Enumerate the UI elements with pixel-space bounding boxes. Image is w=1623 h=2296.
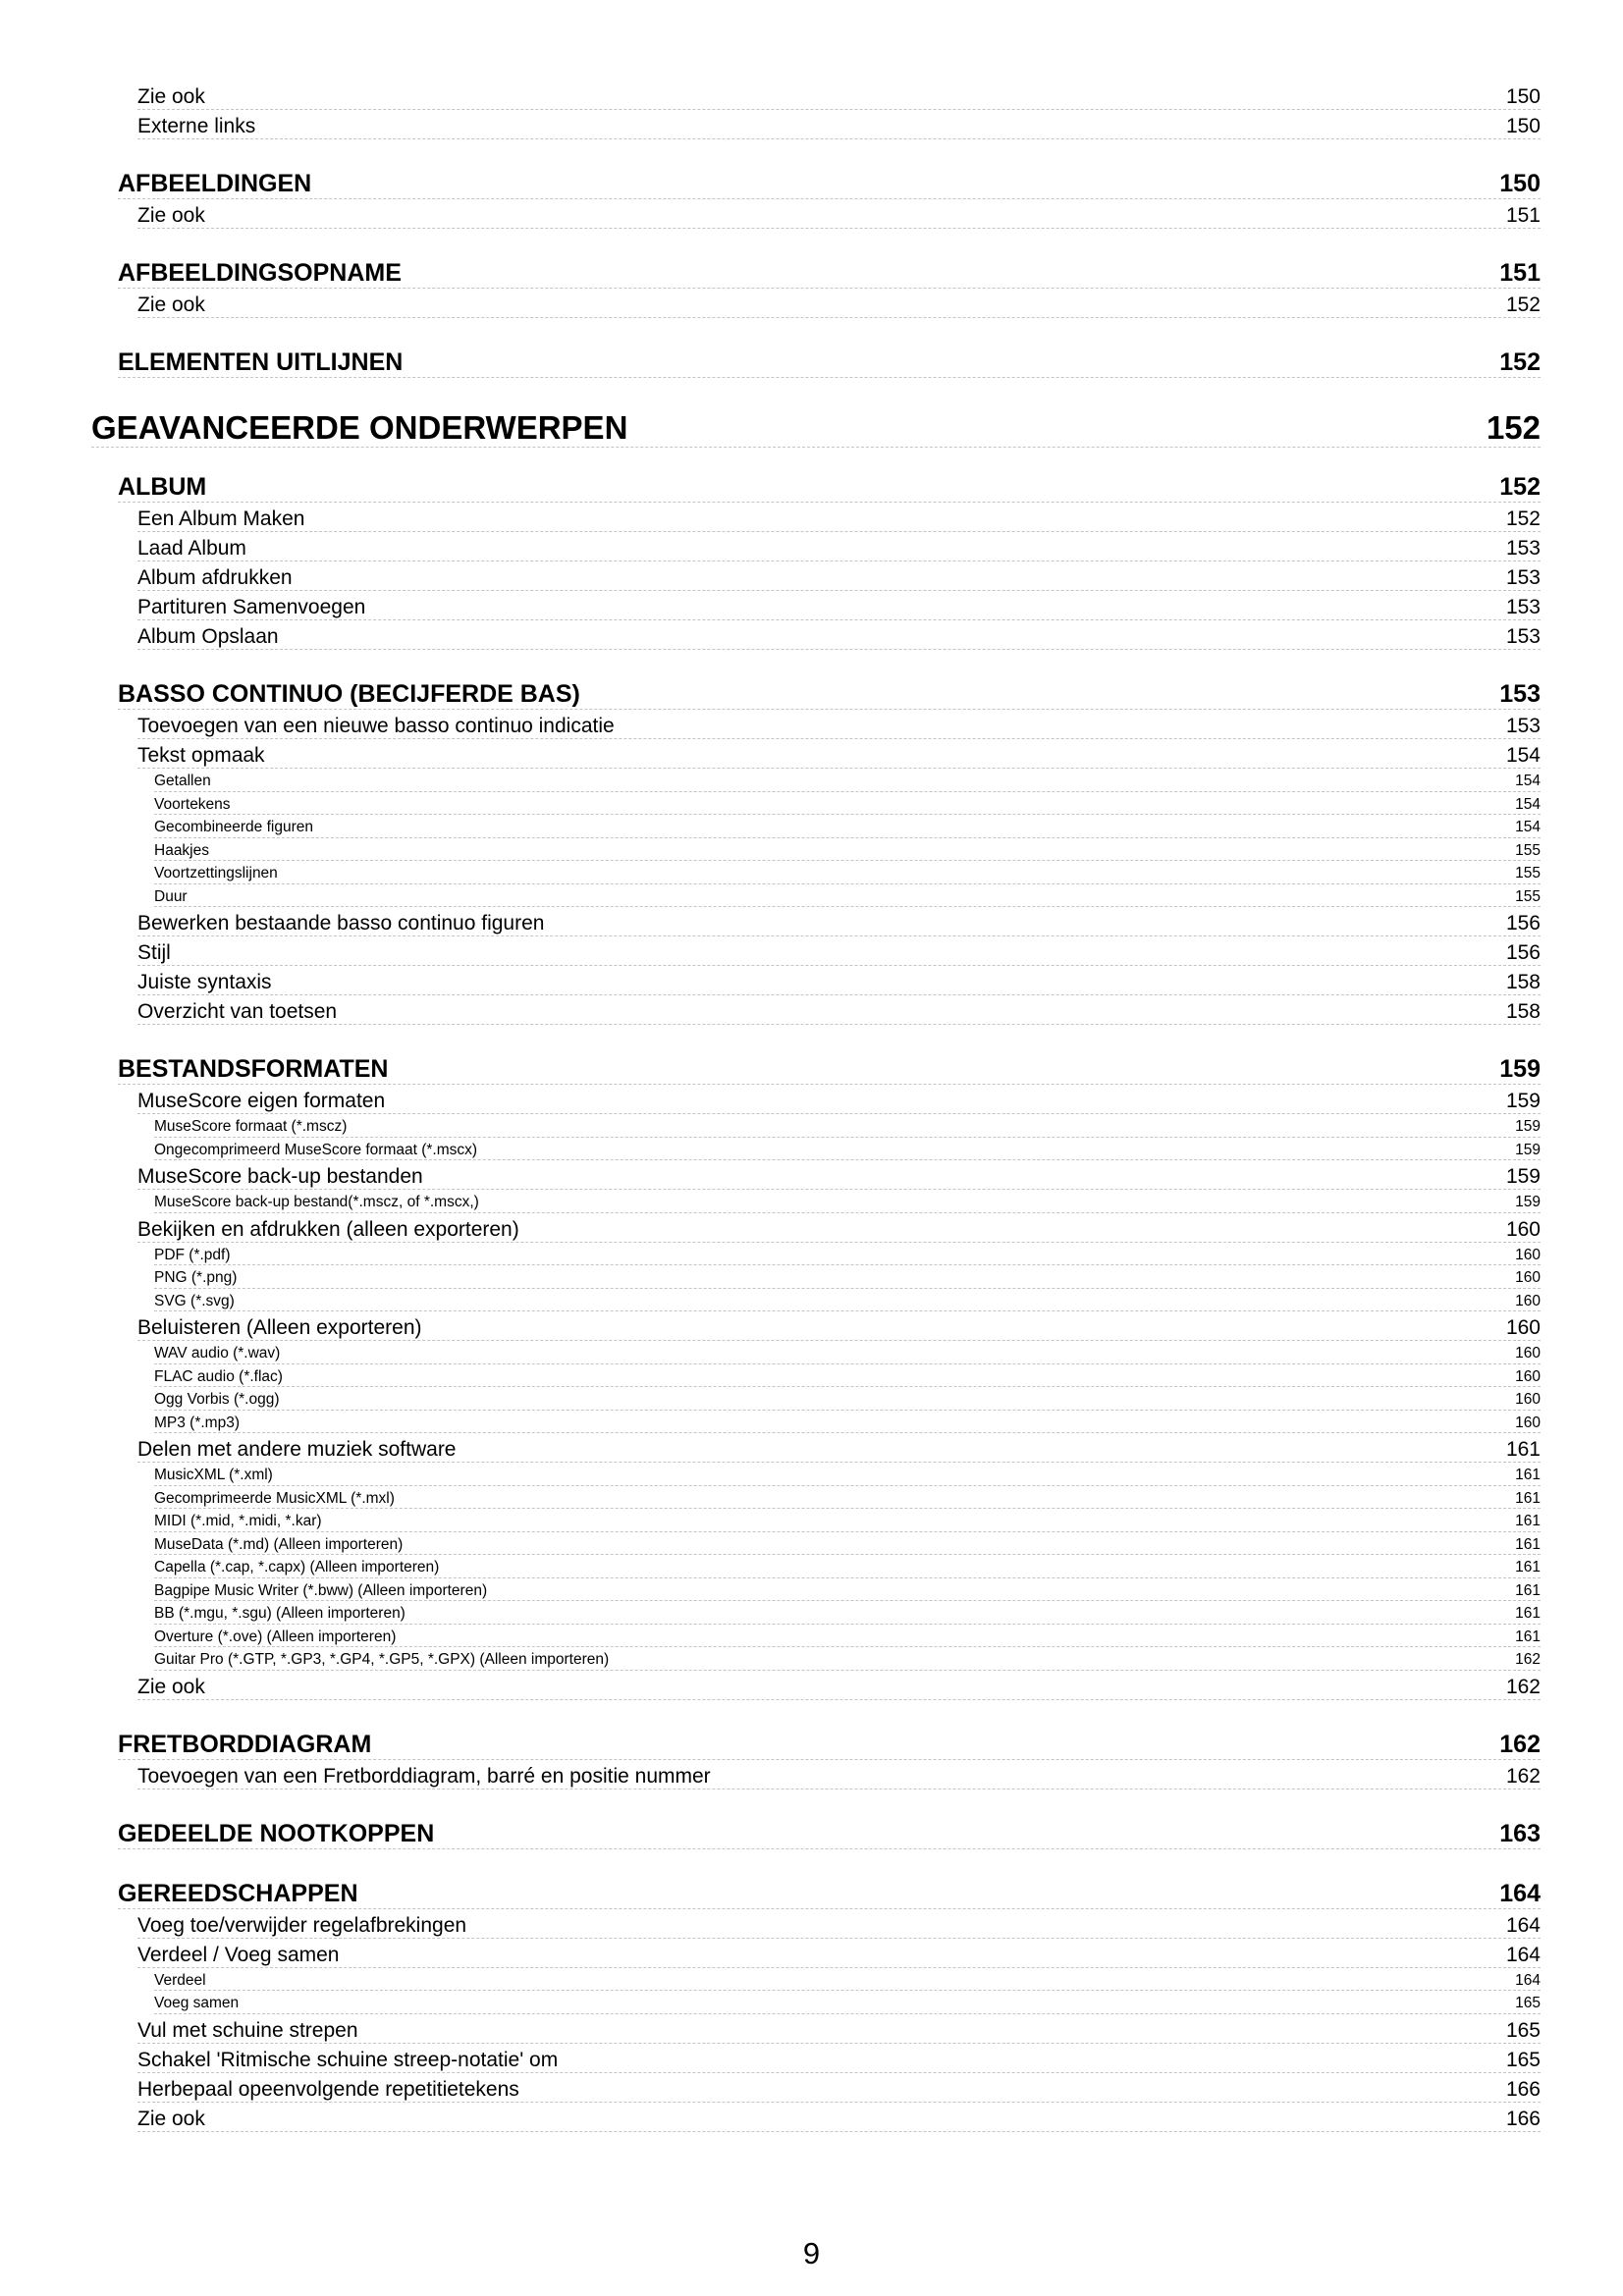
- toc-entry-page: 161: [1515, 1581, 1541, 1599]
- toc-entry-page: 159: [1499, 1055, 1541, 1083]
- toc-entry-title: MuseScore back-up bestand(*.mscz, of *.mscx,): [154, 1194, 479, 1210]
- toc-entry-title: Toevoegen van een nieuwe basso continuo indicatie: [137, 715, 615, 737]
- toc-heading[interactable]: [118, 1819, 1541, 1849]
- toc-entry-page: 159: [1515, 1194, 1541, 1210]
- toc-entry-page: 160: [1515, 1269, 1541, 1286]
- toc-entry[interactable]: [137, 1433, 1541, 1463]
- toc-entry-page: 155: [1515, 887, 1541, 905]
- toc-entry-page: 159: [1515, 1118, 1541, 1135]
- toc-entry-title: Voeg samen: [154, 1995, 240, 2011]
- toc-entry-title: Laad Album: [137, 537, 246, 560]
- toc-entry-page: 158: [1505, 1000, 1541, 1023]
- toc-entry[interactable]: [137, 561, 1541, 591]
- toc-entry[interactable]: [154, 1486, 1541, 1510]
- toc-heading[interactable]: [118, 1730, 1541, 1760]
- toc-entry-page: 153: [1505, 537, 1541, 560]
- toc-entry[interactable]: [137, 2103, 1541, 2132]
- toc-entry[interactable]: [137, 907, 1541, 936]
- toc-entry[interactable]: [137, 199, 1541, 229]
- toc-entry-page: 161: [1515, 1467, 1541, 1483]
- toc-entry-page: 160: [1505, 1316, 1541, 1339]
- toc-entry-title: MuseScore back-up bestanden: [137, 1165, 423, 1188]
- toc-entry[interactable]: [154, 1555, 1541, 1578]
- toc-entry[interactable]: [137, 1671, 1541, 1700]
- toc-entry-title: MuseData (*.md) (Alleen importeren): [154, 1535, 404, 1553]
- toc-entry-page: 154: [1515, 819, 1541, 835]
- toc-entry-page: 164: [1515, 1971, 1541, 1989]
- toc-entry[interactable]: [137, 80, 1541, 110]
- toc-entry-page: 153: [1505, 566, 1541, 589]
- toc-heading[interactable]: [118, 1054, 1541, 1085]
- toc-entry-title: PNG (*.png): [154, 1269, 238, 1286]
- toc-entry-title: ELEMENTEN UITLIJNEN: [118, 348, 404, 376]
- toc-entry-title: Delen met andere muziek software: [137, 1438, 457, 1461]
- toc-entry-title: FLAC audio (*.flac): [154, 1367, 283, 1385]
- toc-entry-page: 154: [1515, 773, 1541, 789]
- toc-entry-title: Gecombineerde figuren: [154, 819, 313, 835]
- toc-entry-title: Juiste syntaxis: [137, 971, 272, 993]
- toc-entry[interactable]: [137, 1085, 1541, 1114]
- toc-entry-page: 159: [1515, 1141, 1541, 1158]
- toc-entry-page: 161: [1515, 1559, 1541, 1575]
- toc-entry-page: 152: [1505, 507, 1541, 530]
- toc-entry[interactable]: [154, 1341, 1541, 1364]
- toc-entry-page: 161: [1515, 1535, 1541, 1553]
- toc-entry[interactable]: [154, 769, 1541, 792]
- toc-entry[interactable]: [154, 1387, 1541, 1411]
- toc-entry-page: 160: [1515, 1414, 1541, 1431]
- toc-entry-page: 161: [1515, 1628, 1541, 1645]
- toc-entry-page: 155: [1515, 865, 1541, 881]
- toc-entry[interactable]: [154, 1289, 1541, 1312]
- toc-entry-title: Toevoegen van een Fretborddiagram, barré en positie nummer: [137, 1764, 711, 1788]
- toc-entry-page: 160: [1515, 1391, 1541, 1408]
- toc-entry[interactable]: [154, 1364, 1541, 1388]
- toc-entry[interactable]: [137, 2044, 1541, 2073]
- toc-entry[interactable]: [137, 739, 1541, 769]
- toc-entry[interactable]: [154, 1463, 1541, 1486]
- toc-entry[interactable]: [137, 710, 1541, 739]
- toc-entry-title: PDF (*.pdf): [154, 1246, 231, 1263]
- toc-entry-title: Beluisteren (Alleen exporteren): [137, 1316, 422, 1339]
- toc-entry[interactable]: [154, 1114, 1541, 1138]
- toc-entry-title: Duur: [154, 887, 188, 905]
- toc-entry[interactable]: [154, 838, 1541, 862]
- toc-entry-page: 150: [1499, 170, 1541, 197]
- toc-entry-title: GEDEELDE NOOTKOPPEN: [118, 1819, 435, 1847]
- toc-heading[interactable]: [118, 679, 1541, 710]
- toc-entry-title: MusicXML (*.xml): [154, 1467, 273, 1483]
- toc-entry[interactable]: [137, 503, 1541, 532]
- toc-entry-title: Guitar Pro (*.GTP, *.GP3, *.GP4, *.GP5, *.GPX) (Alleen importeren): [154, 1651, 610, 1668]
- toc-entry-title: Capella (*.cap, *.capx) (Alleen importeren): [154, 1559, 440, 1575]
- toc-entry[interactable]: [137, 532, 1541, 561]
- toc-entry-page: 161: [1515, 1513, 1541, 1529]
- toc-entry-page: 159: [1505, 1090, 1541, 1112]
- toc-entry-page: 152: [1499, 473, 1541, 501]
- toc-entry-title: GEAVANCEERDE ONDERWERPEN: [91, 409, 628, 446]
- toc-entry[interactable]: [137, 966, 1541, 995]
- toc-entry-title: BB (*.mgu, *.sgu) (Alleen importeren): [154, 1605, 406, 1622]
- toc-entry-title: SVG (*.svg): [154, 1292, 235, 1309]
- toc-entry-page: 151: [1499, 259, 1541, 287]
- toc-entry[interactable]: [137, 1939, 1541, 1968]
- toc-entry-page: 163: [1499, 1819, 1541, 1847]
- toc-entry-page: 162: [1505, 1764, 1541, 1788]
- toc-entry[interactable]: [137, 2073, 1541, 2103]
- toc-entry[interactable]: [137, 936, 1541, 966]
- toc-entry-page: 154: [1505, 744, 1541, 767]
- toc-entry[interactable]: [154, 861, 1541, 884]
- toc-entry-page: 165: [1505, 2048, 1541, 2071]
- toc-entry-page: 165: [1505, 2018, 1541, 2042]
- toc-entry-title: Schakel 'Ritmische schuine streep-notatie' om: [137, 2048, 559, 2071]
- toc-entry-title: MuseScore formaat (*.mscz): [154, 1118, 348, 1135]
- toc-entry-title: Gecomprimeerde MusicXML (*.mxl): [154, 1489, 395, 1507]
- toc-entry-page: 150: [1505, 115, 1541, 137]
- toc-entry-page: 160: [1515, 1246, 1541, 1263]
- toc-entry-title: Stijl: [137, 941, 171, 964]
- toc-heading[interactable]: [118, 169, 1541, 199]
- toc-entry[interactable]: [137, 110, 1541, 139]
- toc-entry-page: 151: [1505, 204, 1541, 227]
- toc-entry[interactable]: [154, 1265, 1541, 1289]
- toc-entry-title: Overture (*.ove) (Alleen importeren): [154, 1628, 397, 1645]
- toc-entry[interactable]: [137, 289, 1541, 318]
- toc-entry-page: 164: [1499, 1879, 1541, 1907]
- toc-entry-page: 164: [1505, 1943, 1541, 1966]
- toc-entry-title: BASSO CONTINUO (BECIJFERDE BAS): [118, 680, 580, 708]
- toc-entry-title: MIDI (*.mid, *.midi, *.kar): [154, 1513, 322, 1529]
- toc-entry-page: 152: [1505, 294, 1541, 316]
- toc-entry[interactable]: [154, 1411, 1541, 1434]
- toc-entry-page: 160: [1505, 1217, 1541, 1241]
- toc-entry-page: 165: [1515, 1995, 1541, 2011]
- toc-entry-title: WAV audio (*.wav): [154, 1345, 281, 1362]
- toc-entry[interactable]: [137, 1213, 1541, 1243]
- table-of-contents: [0, 80, 1623, 2132]
- toc-entry[interactable]: [154, 1243, 1541, 1266]
- toc-entry[interactable]: [154, 1190, 1541, 1213]
- toc-entry-title: Zie ook: [137, 85, 205, 108]
- page-number: 9: [802, 2236, 821, 2270]
- toc-entry[interactable]: [137, 1311, 1541, 1341]
- toc-entry[interactable]: [154, 1991, 1541, 2014]
- toc-entry[interactable]: [154, 1578, 1541, 1602]
- toc-entry-page: 162: [1499, 1730, 1541, 1758]
- toc-entry-title: Verdeel: [154, 1971, 206, 1989]
- toc-entry-page: 161: [1515, 1489, 1541, 1507]
- toc-heading[interactable]: [118, 1879, 1541, 1909]
- toc-entry-page: 158: [1505, 971, 1541, 993]
- toc-entry-page: 154: [1515, 795, 1541, 813]
- toc-entry-title: Zie ook: [137, 1675, 205, 1698]
- toc-entry-title: Vul met schuine strepen: [137, 2018, 358, 2042]
- toc-entry-page: 164: [1505, 1913, 1541, 1937]
- toc-entry-title: Bagpipe Music Writer (*.bww) (Alleen importeren): [154, 1581, 488, 1599]
- toc-entry-page: 153: [1505, 625, 1541, 648]
- toc-entry-page: 160: [1515, 1367, 1541, 1385]
- toc-entry-title: Zie ook: [137, 204, 205, 227]
- toc-entry-title: Een Album Maken: [137, 507, 305, 530]
- toc-entry-title: Album Opslaan: [137, 625, 279, 648]
- toc-entry-page: 161: [1505, 1438, 1541, 1461]
- toc-entry-page: 153: [1505, 596, 1541, 618]
- toc-entry-title: Getallen: [154, 773, 211, 789]
- toc-entry-title: Tekst opmaak: [137, 744, 265, 767]
- toc-entry[interactable]: [137, 591, 1541, 620]
- toc-entry-title: Partituren Samenvoegen: [137, 596, 366, 618]
- toc-entry[interactable]: [137, 620, 1541, 650]
- toc-entry[interactable]: [154, 1625, 1541, 1648]
- toc-entry-title: MP3 (*.mp3): [154, 1414, 240, 1431]
- toc-heading[interactable]: [91, 407, 1541, 448]
- toc-entry-page: 162: [1505, 1675, 1541, 1698]
- toc-entry-page: 156: [1505, 912, 1541, 934]
- toc-entry[interactable]: [137, 1909, 1541, 1939]
- toc-entry-title: Externe links: [137, 115, 256, 137]
- toc-entry-title: Voortzettingslijnen: [154, 865, 278, 881]
- toc-entry-page: 153: [1505, 715, 1541, 737]
- toc-entry-title: Bewerken bestaande basso continuo figuren: [137, 912, 545, 934]
- toc-entry-page: 155: [1515, 841, 1541, 859]
- toc-entry[interactable]: [154, 1601, 1541, 1625]
- toc-entry-title: Bekijken en afdrukken (alleen exporteren): [137, 1217, 519, 1241]
- toc-entry[interactable]: [154, 884, 1541, 908]
- toc-entry-page: 150: [1505, 85, 1541, 108]
- toc-entry-page: 156: [1505, 941, 1541, 964]
- toc-entry-title: ALBUM: [118, 473, 207, 501]
- toc-entry-page: 166: [1505, 2077, 1541, 2101]
- toc-entry-page: 159: [1505, 1165, 1541, 1188]
- toc-entry-title: Zie ook: [137, 294, 205, 316]
- toc-entry-page: 153: [1499, 680, 1541, 708]
- toc-entry[interactable]: [154, 1138, 1541, 1161]
- toc-entry-title: BESTANDSFORMATEN: [118, 1055, 389, 1083]
- toc-entry-title: Ogg Vorbis (*.ogg): [154, 1391, 280, 1408]
- toc-entry[interactable]: [154, 1968, 1541, 1992]
- toc-heading[interactable]: [118, 258, 1541, 289]
- toc-entry[interactable]: [154, 1509, 1541, 1532]
- toc-entry[interactable]: [137, 1760, 1541, 1789]
- toc-entry-title: Haakjes: [154, 841, 209, 859]
- toc-entry[interactable]: [154, 792, 1541, 816]
- toc-entry-title: FRETBORDDIAGRAM: [118, 1730, 372, 1758]
- toc-entry-title: AFBEELDINGSOPNAME: [118, 259, 402, 287]
- toc-entry-title: Album afdrukken: [137, 566, 293, 589]
- toc-heading[interactable]: [118, 347, 1541, 378]
- toc-entry-title: AFBEELDINGEN: [118, 170, 312, 197]
- toc-entry[interactable]: [154, 1647, 1541, 1671]
- toc-entry-title: Voeg toe/verwijder regelafbrekingen: [137, 1913, 467, 1937]
- toc-entry-title: MuseScore eigen formaten: [137, 1090, 386, 1112]
- toc-entry-title: Voortekens: [154, 795, 231, 813]
- toc-entry-title: GEREEDSCHAPPEN: [118, 1879, 358, 1907]
- toc-entry-title: Herbepaal opeenvolgende repetitietekens: [137, 2077, 519, 2101]
- toc-entry-title: Overzicht van toetsen: [137, 1000, 338, 1023]
- toc-entry[interactable]: [154, 1532, 1541, 1556]
- toc-entry-title: Zie ook: [137, 2107, 205, 2130]
- toc-entry-page: 152: [1486, 409, 1541, 446]
- toc-entry-page: 160: [1515, 1345, 1541, 1362]
- toc-entry-title: Verdeel / Voeg samen: [137, 1943, 340, 1966]
- toc-entry-page: 160: [1515, 1292, 1541, 1309]
- toc-entry-page: 152: [1499, 348, 1541, 376]
- toc-entry[interactable]: [137, 1160, 1541, 1190]
- toc-entry-page: 166: [1505, 2107, 1541, 2130]
- toc-heading[interactable]: [118, 472, 1541, 503]
- toc-entry[interactable]: [154, 815, 1541, 838]
- toc-entry-page: 161: [1515, 1605, 1541, 1622]
- toc-entry-title: Ongecomprimeerd MuseScore formaat (*.mscx): [154, 1141, 478, 1158]
- toc-entry-page: 162: [1515, 1651, 1541, 1668]
- toc-entry[interactable]: [137, 2014, 1541, 2044]
- toc-entry[interactable]: [137, 995, 1541, 1025]
